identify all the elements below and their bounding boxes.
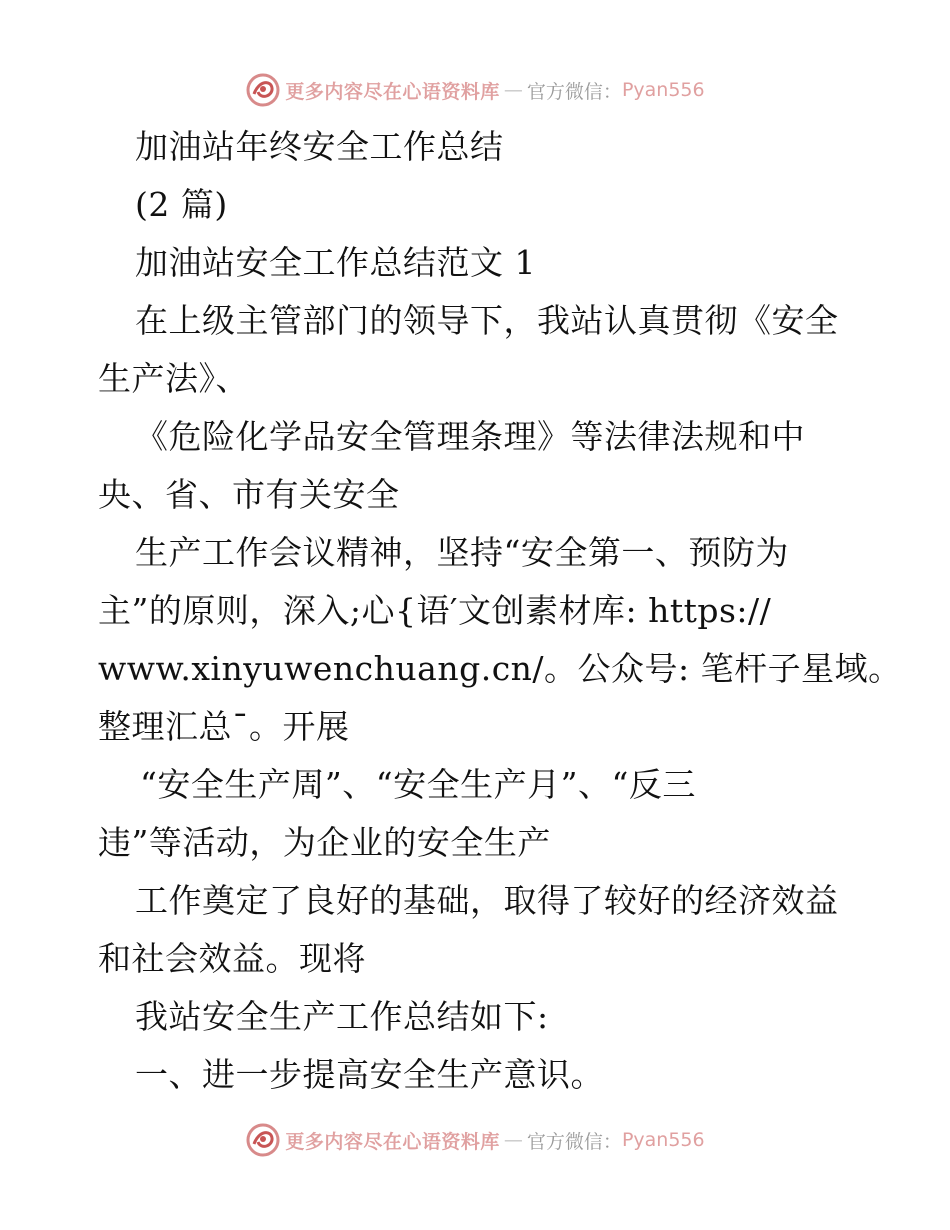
- document-body: [98, 118, 902, 1104]
- paragraph-line: 生产法》、: [98, 359, 249, 398]
- paragraph-line: 一、进一步提高安全生产意识。: [135, 1055, 604, 1094]
- section-title: 加油站安全工作总结范文 1: [135, 243, 536, 282]
- paragraph-line: 主”的原则，深入;心{语′文创素材库: https://: [98, 591, 772, 630]
- footer-banner: [0, 1120, 950, 1160]
- paragraph-line: 在上级主管部门的领导下，我站认真贯彻《安全: [135, 301, 839, 340]
- banner-separator: —: [503, 79, 523, 101]
- paragraph-line: www.xinyuwenchuang.cn/。公众号: 笔杆子星域。: [98, 649, 902, 688]
- banner-official-label: 官方微信：: [526, 1130, 622, 1153]
- banner-wechat-id: Pyan556: [621, 1129, 705, 1151]
- red-swirl-logo-icon: [245, 1122, 281, 1158]
- paragraph-line: 工作奠定了良好的基础，取得了较好的经济效益: [135, 881, 839, 920]
- banner-wechat-id: Pyan556: [621, 79, 705, 101]
- document-title: 加油站年终安全工作总结: [135, 127, 504, 166]
- document-subtitle: (2 篇): [135, 185, 228, 224]
- paragraph-line: 整理汇总¯。开展: [98, 707, 350, 746]
- paragraph-line: “安全生产周”、“安全生产月”、“反三: [140, 765, 696, 804]
- banner-brand: 更多内容尽在心语资料库: [285, 1130, 500, 1153]
- header-banner: [0, 70, 950, 110]
- banner-separator: —: [503, 1129, 523, 1151]
- paragraph-line: 和社会效益。现将: [98, 939, 366, 978]
- paragraph-line: 《危险化学品安全管理条理》等法律法规和中: [135, 417, 805, 456]
- banner-official-label: 官方微信：: [526, 80, 622, 103]
- paragraph-line: 生产工作会议精神，坚持“安全第一、预防为: [135, 533, 789, 572]
- red-swirl-logo-icon: [245, 72, 281, 108]
- paragraph-line: 违”等活动，为企业的安全生产: [98, 823, 551, 862]
- paragraph-line: 央、省、市有关安全: [98, 475, 400, 514]
- paragraph-line: 我站安全生产工作总结如下:: [135, 997, 549, 1036]
- banner-brand: 更多内容尽在心语资料库: [285, 80, 500, 103]
